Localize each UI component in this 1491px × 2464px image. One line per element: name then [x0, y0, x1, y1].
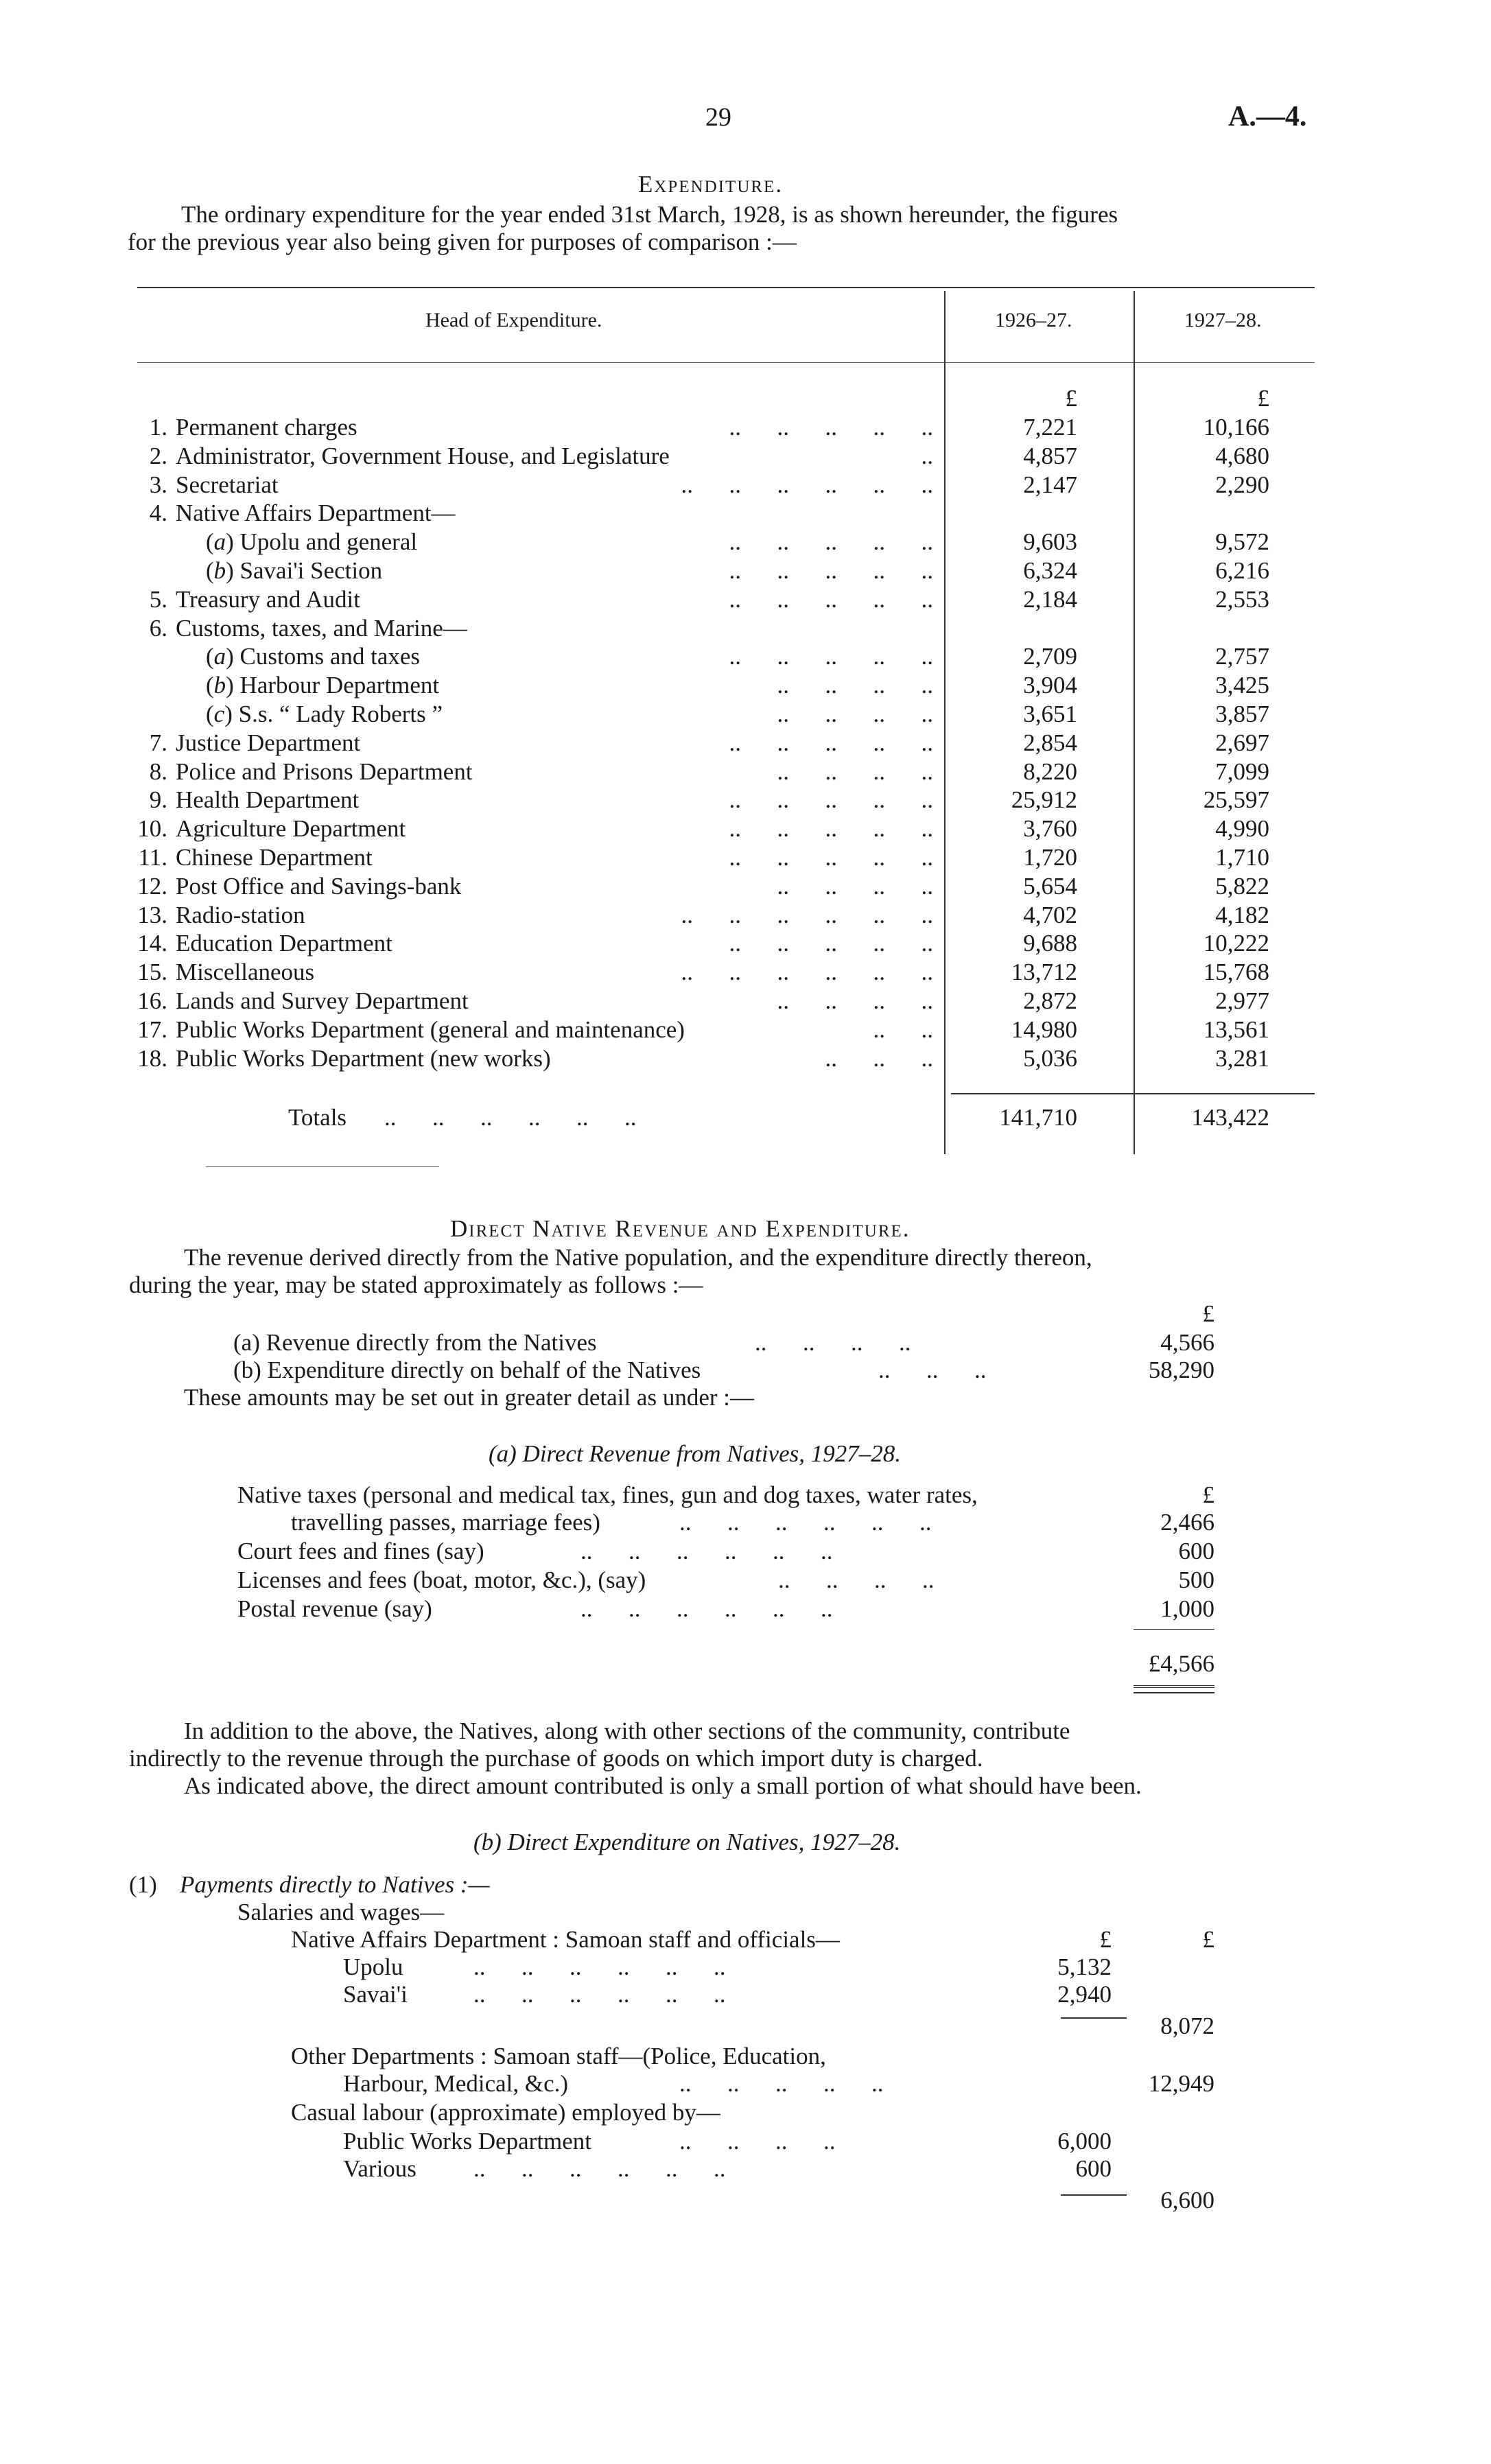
upolu-leaders: .. .. .. .. .. .. — [473, 1953, 726, 1980]
revenue-total: £4,566 — [1148, 1650, 1214, 1677]
row-label: (a) Upolu and general — [206, 528, 418, 555]
row-value-1926-27: 2,854 — [1023, 729, 1077, 756]
row-value-1926-27: 2,147 — [1023, 471, 1077, 498]
row-number: 6. — [149, 615, 167, 642]
row-value-1926-27: 25,912 — [1011, 786, 1077, 813]
row-leaders: .. .. .. .. .. — [729, 643, 933, 670]
postal-revenue-leaders: .. .. .. .. .. .. — [580, 1595, 833, 1622]
table-header-rule — [137, 362, 1315, 363]
row-value-1926-27: 4,702 — [1023, 902, 1077, 928]
column-currency-1: £ — [1099, 1926, 1112, 1953]
totals-1926-27: 141,710 — [999, 1104, 1077, 1131]
currency-symbol: £ — [1257, 385, 1269, 412]
row-value-1926-27: 8,220 — [1023, 758, 1077, 785]
column-header-head: Head of Expenditure. — [425, 309, 602, 331]
casual-labour-heading: Casual labour (approximate) employed by— — [291, 2099, 720, 2126]
row-number: 8. — [149, 758, 167, 785]
expenditure-heading: Expenditure. — [638, 171, 784, 198]
row-value-1926-27: 3,651 — [1023, 701, 1077, 727]
row-value-1927-28: 3,425 — [1215, 672, 1269, 699]
row-label: Radio-station — [176, 902, 305, 928]
direct-revenue-leaders: .. .. .. .. — [755, 1329, 911, 1356]
totals-leaders: .. .. .. .. .. .. — [384, 1104, 637, 1131]
row-number: 12. — [137, 873, 167, 900]
row-value-1926-27: 3,760 — [1023, 815, 1077, 842]
row-value-1927-28: 10,166 — [1203, 414, 1269, 441]
revenue-total-double-rule — [1134, 1692, 1214, 1693]
row-leaders: .. .. — [873, 1016, 933, 1043]
row-value-1926-27: 3,904 — [1023, 672, 1077, 699]
row-number: 3. — [149, 471, 167, 498]
row-value-1927-28: 2,290 — [1215, 471, 1269, 498]
totals-1927-28: 143,422 — [1191, 1104, 1269, 1131]
other-departments-leaders: .. .. .. .. .. — [679, 2070, 884, 2097]
row-value-1927-28: 13,561 — [1203, 1016, 1269, 1043]
addition-line3: As indicated above, the direct amount contributed is only a small portion of what should have been. — [184, 1772, 1142, 1799]
column-currency-2: £ — [1202, 1926, 1214, 1953]
court-fees-label: Court fees and fines (say) — [237, 1538, 484, 1564]
row-value-1926-27: 1,720 — [1023, 844, 1077, 871]
detail-line: These amounts may be set out in greater detail as under :— — [184, 1384, 754, 1411]
row-value-1926-27: 2,184 — [1023, 586, 1077, 613]
totals-label: Totals — [288, 1104, 347, 1131]
row-label: Secretariat — [176, 471, 279, 498]
row-value-1927-28: 2,757 — [1215, 643, 1269, 670]
row-value-1927-28: 4,990 — [1215, 815, 1269, 842]
upolu-value: 5,132 — [1057, 1953, 1112, 1980]
row-value-1926-27: 5,654 — [1023, 873, 1077, 900]
row-number: 17. — [137, 1016, 167, 1043]
row-value-1927-28: 5,822 — [1215, 873, 1269, 900]
row-value-1926-27: 5,036 — [1023, 1045, 1077, 1072]
row-value-1927-28: 3,281 — [1215, 1045, 1269, 1072]
row-value-1926-27: 9,688 — [1023, 930, 1077, 957]
row-value-1927-28: 9,572 — [1215, 528, 1269, 555]
row-value-1927-28: 1,710 — [1215, 844, 1269, 871]
row-value-1926-27: 2,709 — [1023, 643, 1077, 670]
addition-line2: indirectly to the revenue through the purchase of goods on which import duty is charged. — [129, 1745, 983, 1772]
row-label: Public Works Department (new works) — [176, 1045, 551, 1072]
row-value-1926-27: 7,221 — [1023, 414, 1077, 441]
table-bottom-rule — [206, 1166, 439, 1167]
payments-heading: Payments directly to Natives :— — [180, 1871, 490, 1898]
row-leaders: .. .. .. .. — [777, 873, 933, 900]
row-value-1927-28: 2,697 — [1215, 729, 1269, 756]
revenue-total-double-rule — [1134, 1685, 1214, 1688]
other-departments-line2: Harbour, Medical, &c.) — [343, 2070, 569, 2097]
pwd-value: 6,000 — [1057, 2128, 1112, 2155]
revenue-line2-leaders: .. .. .. .. .. .. — [679, 1509, 932, 1536]
row-label: Justice Department — [176, 729, 361, 756]
row-leaders: .. .. .. — [825, 1045, 933, 1072]
payments-number: (1) — [129, 1871, 157, 1898]
row-value-1927-28: 6,216 — [1215, 557, 1269, 584]
row-leaders: .. .. .. .. .. — [729, 786, 933, 813]
pwd-leaders: .. .. .. .. — [679, 2128, 836, 2155]
row-leaders: .. .. .. .. — [777, 987, 933, 1014]
row-leaders: .. .. .. .. .. — [729, 930, 933, 957]
row-label: Public Works Department (general and maintenance) — [176, 1016, 685, 1043]
row-value-1927-28: 7,099 — [1215, 758, 1269, 785]
row-number: 14. — [137, 930, 167, 957]
row-leaders: .. .. .. .. .. .. — [681, 902, 933, 928]
row-label: Education Department — [176, 930, 392, 957]
row-label: (b) Harbour Department — [206, 672, 440, 699]
row-label: Health Department — [176, 786, 360, 813]
row-leaders: .. .. .. .. .. — [729, 414, 933, 441]
row-number: 4. — [149, 500, 167, 526]
licenses-leaders: .. .. .. .. — [778, 1567, 935, 1593]
row-label: Lands and Survey Department — [176, 987, 469, 1014]
row-number: 16. — [137, 987, 167, 1014]
page-reference: A.—4. — [1228, 101, 1307, 132]
revenue-line2: travelling passes, marriage fees) — [291, 1509, 600, 1536]
row-value-1926-27: 4,857 — [1023, 443, 1077, 469]
row-label: Chinese Department — [176, 844, 373, 871]
salaries-heading: Salaries and wages— — [237, 1899, 445, 1925]
revenue-currency: £ — [1202, 1481, 1214, 1508]
row-label: Administrator, Government House, and Legislature — [176, 443, 670, 469]
row-number: 5. — [149, 586, 167, 613]
direct-expenditure-value: 58,290 — [1148, 1357, 1214, 1383]
direct-intro-line1: The revenue derived directly from the Native population, and the expenditure directly thereon, — [184, 1244, 1092, 1271]
row-leaders: .. .. .. .. .. — [729, 844, 933, 871]
other-departments-value: 12,949 — [1148, 2070, 1214, 2097]
column-header-1926: 1926–27. — [995, 309, 1072, 331]
row-value-1927-28: 2,553 — [1215, 586, 1269, 613]
row-label: (b) Savai'i Section — [206, 557, 383, 584]
postal-revenue-value: 1,000 — [1160, 1595, 1214, 1622]
row-leaders: .. .. .. .. .. — [729, 557, 933, 584]
column-divider-2 — [1134, 291, 1135, 1154]
row-leaders: .. .. .. .. .. — [729, 815, 933, 842]
row-value-1927-28: 3,857 — [1215, 701, 1269, 727]
row-number: 11. — [138, 844, 167, 871]
direct-revenue-label: (a) Revenue directly from the Natives — [233, 1329, 597, 1356]
row-value-1927-28: 4,182 — [1215, 902, 1269, 928]
row-number: 1. — [149, 414, 167, 441]
direct-expenditure-label: (b) Expenditure directly on behalf of the Natives — [233, 1357, 701, 1383]
expenditure-intro-line2: for the previous year also being given for purposes of comparison :— — [128, 228, 797, 255]
row-label: Post Office and Savings-bank — [176, 873, 462, 900]
expenditure-section-heading: (b) Direct Expenditure on Natives, 1927–28. — [473, 1829, 901, 1855]
table-top-rule — [137, 287, 1315, 288]
row-leaders: .. .. .. .. .. .. — [681, 471, 933, 498]
row-leaders: .. .. .. .. — [777, 758, 933, 785]
row-value-1927-28: 2,977 — [1215, 987, 1269, 1014]
row-label: Customs, taxes, and Marine— — [176, 615, 467, 642]
row-number: 2. — [149, 443, 167, 469]
row-label: Native Affairs Department— — [176, 500, 456, 526]
postal-revenue-label: Postal revenue (say) — [237, 1595, 432, 1622]
row-label: (c) S.s. “ Lady Roberts ” — [206, 701, 443, 727]
row-value-1926-27: 2,872 — [1023, 987, 1077, 1014]
pwd-label: Public Works Department — [343, 2128, 592, 2155]
row-label: Agriculture Department — [176, 815, 406, 842]
court-fees-value: 600 — [1178, 1538, 1214, 1564]
row-number: 10. — [137, 815, 167, 842]
various-label: Various — [343, 2155, 416, 2182]
savaii-leaders: .. .. .. .. .. .. — [473, 1981, 726, 2008]
direct-heading: Direct Native Revenue and Expenditure. — [450, 1215, 911, 1242]
direct-revenue-value: 4,566 — [1160, 1329, 1214, 1356]
revenue-sum-rule — [1134, 1629, 1214, 1630]
row-number: 7. — [149, 729, 167, 756]
various-value: 600 — [1075, 2155, 1112, 2182]
row-value-1926-27: 9,603 — [1023, 528, 1077, 555]
row-value-1926-27: 6,324 — [1023, 557, 1077, 584]
row-value-1927-28: 15,768 — [1203, 959, 1269, 985]
row-leaders: .. .. .. .. — [777, 701, 933, 727]
direct-intro-line2: during the year, may be stated approximately as follows :— — [129, 1271, 703, 1298]
addition-line1: In addition to the above, the Natives, along with other sections of the community, contribute — [184, 1717, 1070, 1744]
row-value-1927-28: 10,222 — [1203, 930, 1269, 957]
row-label: (a) Customs and taxes — [206, 643, 421, 670]
row-label: Police and Prisons Department — [176, 758, 473, 785]
row-leaders: .. .. .. .. .. — [729, 729, 933, 756]
direct-expenditure-leaders: .. .. .. — [878, 1357, 987, 1383]
licenses-value: 500 — [1178, 1567, 1214, 1593]
row-label: Treasury and Audit — [176, 586, 360, 613]
totals-rule — [951, 1093, 1315, 1094]
upolu-label: Upolu — [343, 1953, 403, 1980]
row-leaders: .. — [921, 443, 933, 469]
row-value-1926-27: 14,980 — [1011, 1016, 1077, 1043]
court-fees-leaders: .. .. .. .. .. .. — [580, 1538, 833, 1564]
row-leaders: .. .. .. .. .. — [729, 586, 933, 613]
row-number: 18. — [137, 1045, 167, 1072]
row-leaders: .. .. .. .. .. — [729, 528, 933, 555]
savaii-label: Savai'i — [343, 1981, 408, 2008]
native-affairs-subtotal: 8,072 — [1160, 2013, 1214, 2039]
row-label: Permanent charges — [176, 414, 357, 441]
row-value-1927-28: 25,597 — [1203, 786, 1269, 813]
column-divider-1 — [944, 291, 946, 1154]
row-leaders: .. .. .. .. .. .. — [681, 959, 933, 985]
licenses-label: Licenses and fees (boat, motor, &c.), (say) — [237, 1567, 646, 1593]
column-header-1927: 1927–28. — [1184, 309, 1262, 331]
revenue-heading: (a) Direct Revenue from Natives, 1927–28. — [489, 1440, 901, 1467]
row-number: 9. — [149, 786, 167, 813]
other-departments-line1: Other Departments : Samoan staff—(Police, Education, — [291, 2043, 826, 2069]
savaii-value: 2,940 — [1057, 1981, 1112, 2008]
row-value-1927-28: 4,680 — [1215, 443, 1269, 469]
revenue-line1: Native taxes (personal and medical tax, fines, gun and dog taxes, water rates, — [237, 1481, 978, 1508]
row-number: 13. — [137, 902, 167, 928]
row-value-1926-27: 13,712 — [1011, 959, 1077, 985]
expenditure-intro-line1: The ordinary expenditure for the year ended 31st March, 1928, is as shown hereunder, the figures — [181, 201, 1118, 228]
currency-symbol: £ — [1065, 385, 1077, 412]
native-affairs-staff: Native Affairs Department : Samoan staff and officials— — [291, 1926, 840, 1953]
direct-currency: £ — [1202, 1300, 1214, 1327]
page-number: 29 — [705, 103, 731, 132]
row-number: 15. — [137, 959, 167, 985]
row-label: Miscellaneous — [176, 959, 315, 985]
row-leaders: .. .. .. .. — [777, 672, 933, 699]
native-taxes-value: 2,466 — [1160, 1509, 1214, 1536]
casual-labour-subtotal: 6,600 — [1160, 2187, 1214, 2214]
various-leaders: .. .. .. .. .. .. — [473, 2155, 726, 2182]
